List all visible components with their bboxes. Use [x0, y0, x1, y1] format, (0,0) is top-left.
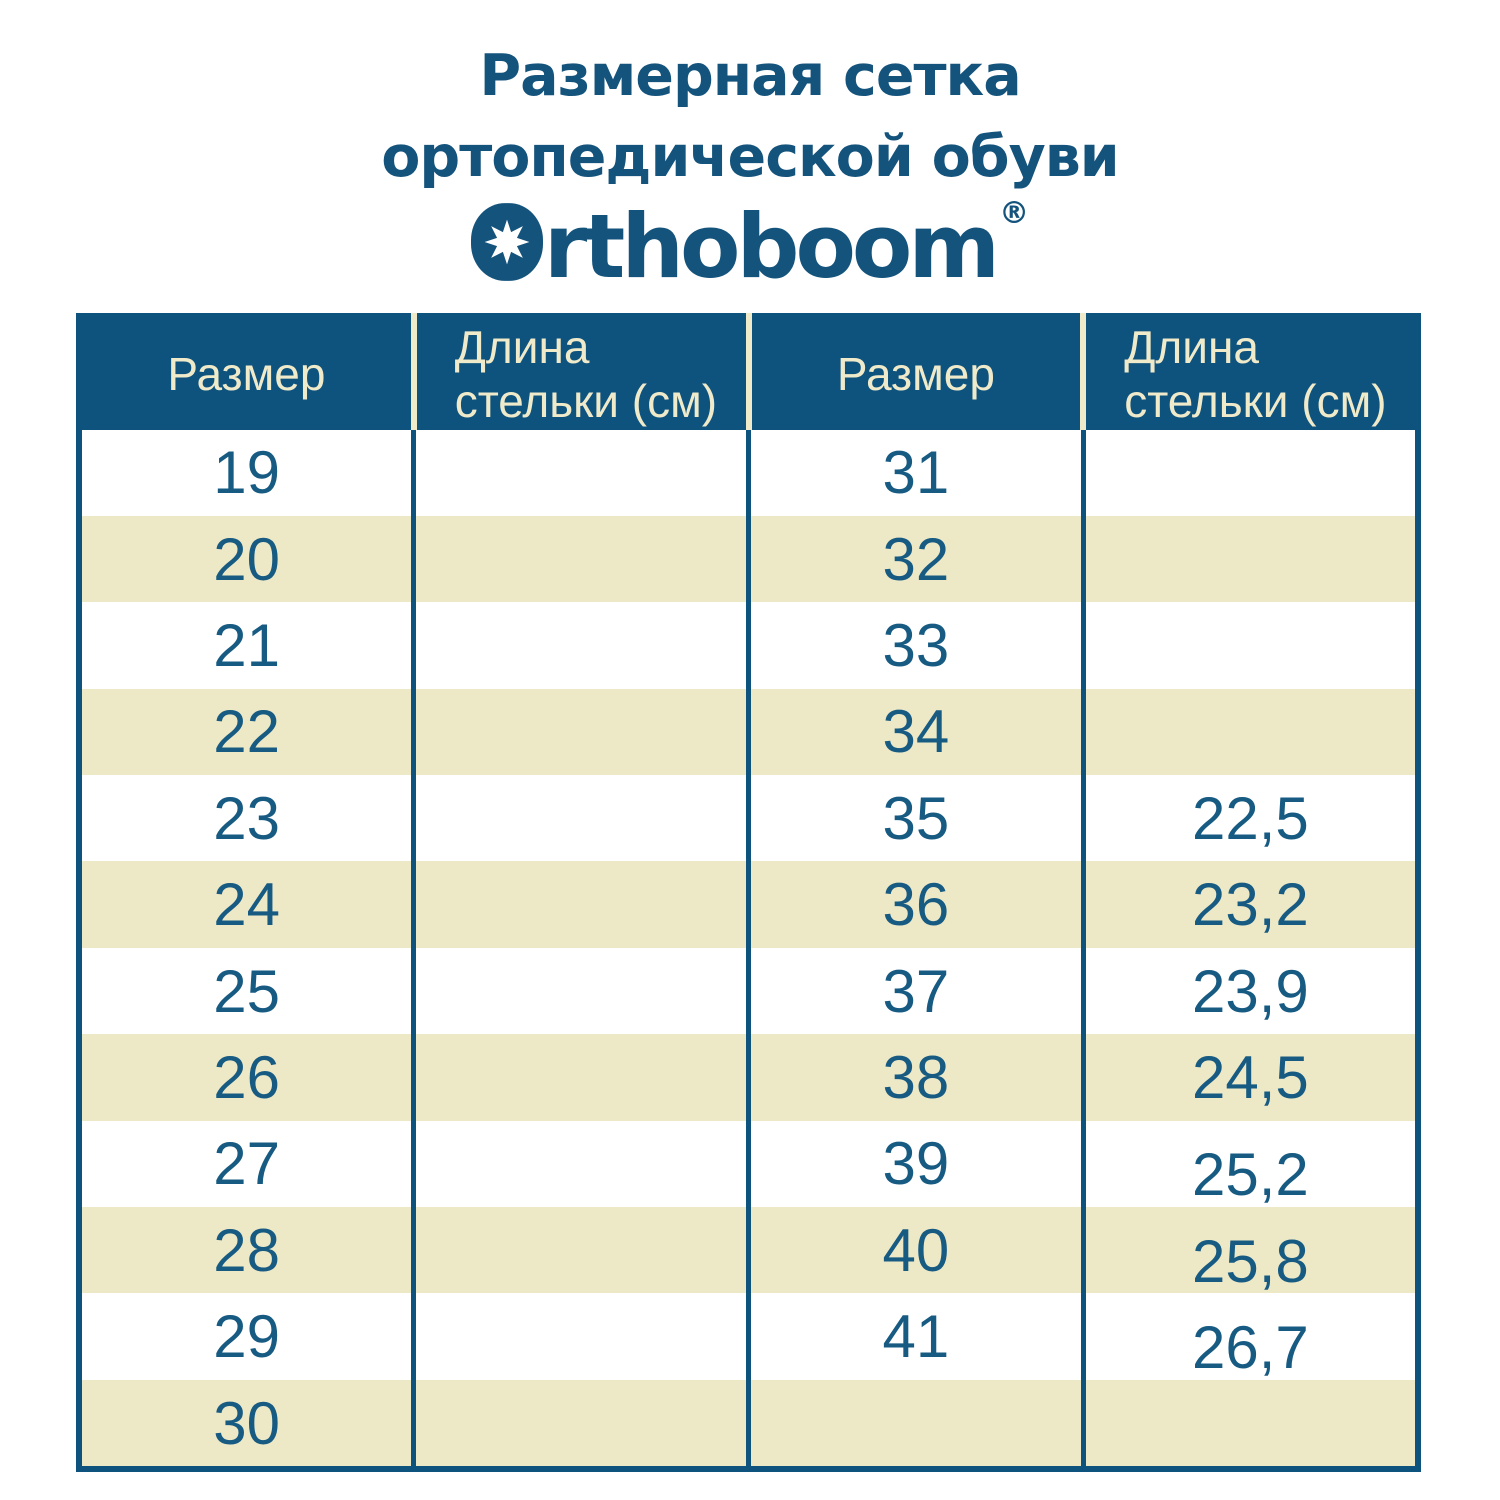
- cell-insole-right: 25,2: [1083, 1121, 1418, 1207]
- cell-insole-left: [414, 516, 749, 602]
- cell-size-left: 19: [213, 439, 280, 507]
- cell-size-right: 34: [749, 689, 1084, 775]
- cell-insole-right: 23,9: [1083, 948, 1418, 1034]
- cell-size-left: 26: [213, 1043, 280, 1111]
- table-row: [79, 861, 1418, 947]
- cell-insole-left: [414, 689, 749, 775]
- cell-insole-left: [414, 430, 749, 516]
- table-row: [79, 430, 1418, 516]
- cell-size-left: 24: [213, 871, 280, 939]
- cell-size-right: 31: [749, 430, 1084, 516]
- table-row: [79, 1380, 1418, 1469]
- cell-insole-right: [1083, 430, 1418, 516]
- table-row: [79, 948, 1418, 1034]
- title-line-1: Размерная сетка: [479, 43, 1021, 109]
- cell-size-right: 32: [749, 516, 1084, 602]
- cell-insole-right: [1083, 1380, 1418, 1469]
- cell-size-left: 22: [213, 698, 280, 766]
- title-line-2: ортопедической обуви: [381, 123, 1119, 190]
- table-row: [79, 1293, 1418, 1379]
- table-row: [79, 1121, 1418, 1207]
- cell-insole-left: [414, 1380, 749, 1469]
- cell-size-right: 40: [749, 1207, 1084, 1293]
- cell-insole-left: [414, 861, 749, 947]
- cell-insole-right: [1083, 602, 1418, 688]
- cell-insole-right: 24,5: [1083, 1034, 1418, 1120]
- page-title: [0, 36, 1500, 198]
- cell-insole-left: [414, 1121, 749, 1207]
- cell-size-right: [749, 1380, 1084, 1469]
- cell-insole-right: [1083, 516, 1418, 602]
- cell-size-right: 37: [749, 948, 1084, 1034]
- table-row: [79, 516, 1418, 602]
- cell-insole-right: 26,7: [1083, 1293, 1418, 1379]
- header-size-left: Размер: [79, 316, 414, 430]
- cell-insole-left: [414, 602, 749, 688]
- logo-wordmark: rthoboom: [543, 195, 997, 298]
- table-row: [79, 602, 1418, 688]
- orthoboom-logo: [0, 195, 1500, 298]
- header-size-right: Размер: [749, 316, 1084, 430]
- cell-size-left: 29: [213, 1303, 280, 1371]
- cell-insole-left: [414, 775, 749, 861]
- cell-insole-left: [414, 1293, 749, 1379]
- cell-size-left: 28: [213, 1216, 280, 1284]
- cell-insole-left: [414, 948, 749, 1034]
- cell-insole-right: 22,5: [1083, 775, 1418, 861]
- cell-size-right: 35: [749, 775, 1084, 861]
- cell-size-right: 38: [749, 1034, 1084, 1120]
- table-row: [79, 689, 1418, 775]
- cell-insole-right: 23,2: [1083, 861, 1418, 947]
- cell-size-right: 41: [749, 1293, 1084, 1379]
- cell-size-right: 39: [749, 1121, 1084, 1207]
- cell-size-left: 30: [213, 1389, 280, 1457]
- table-row: [79, 775, 1418, 861]
- star-in-o-icon: [471, 202, 543, 282]
- cell-size-right: 36: [749, 861, 1084, 947]
- cell-size-left: 20: [213, 525, 280, 593]
- table-header-row: [79, 316, 1418, 430]
- cell-size-right: 33: [749, 602, 1084, 688]
- cell-size-left: 25: [213, 957, 280, 1025]
- cell-size-left: 21: [213, 612, 280, 679]
- registered-trademark-icon: ®: [999, 196, 1030, 231]
- cell-insole-right: [1083, 689, 1418, 775]
- table-row: [79, 1034, 1418, 1120]
- header-insole-left: Длина стельки (см): [414, 316, 749, 430]
- header-insole-right: Длина стельки (см): [1083, 316, 1418, 430]
- cell-insole-right: 25,8: [1083, 1207, 1418, 1293]
- cell-size-left: 27: [213, 1130, 280, 1198]
- cell-size-left: 23: [213, 784, 280, 852]
- table-row: [79, 1207, 1418, 1293]
- size-table: [76, 313, 1421, 1472]
- cell-insole-left: [414, 1034, 749, 1120]
- cell-insole-left: [414, 1207, 749, 1293]
